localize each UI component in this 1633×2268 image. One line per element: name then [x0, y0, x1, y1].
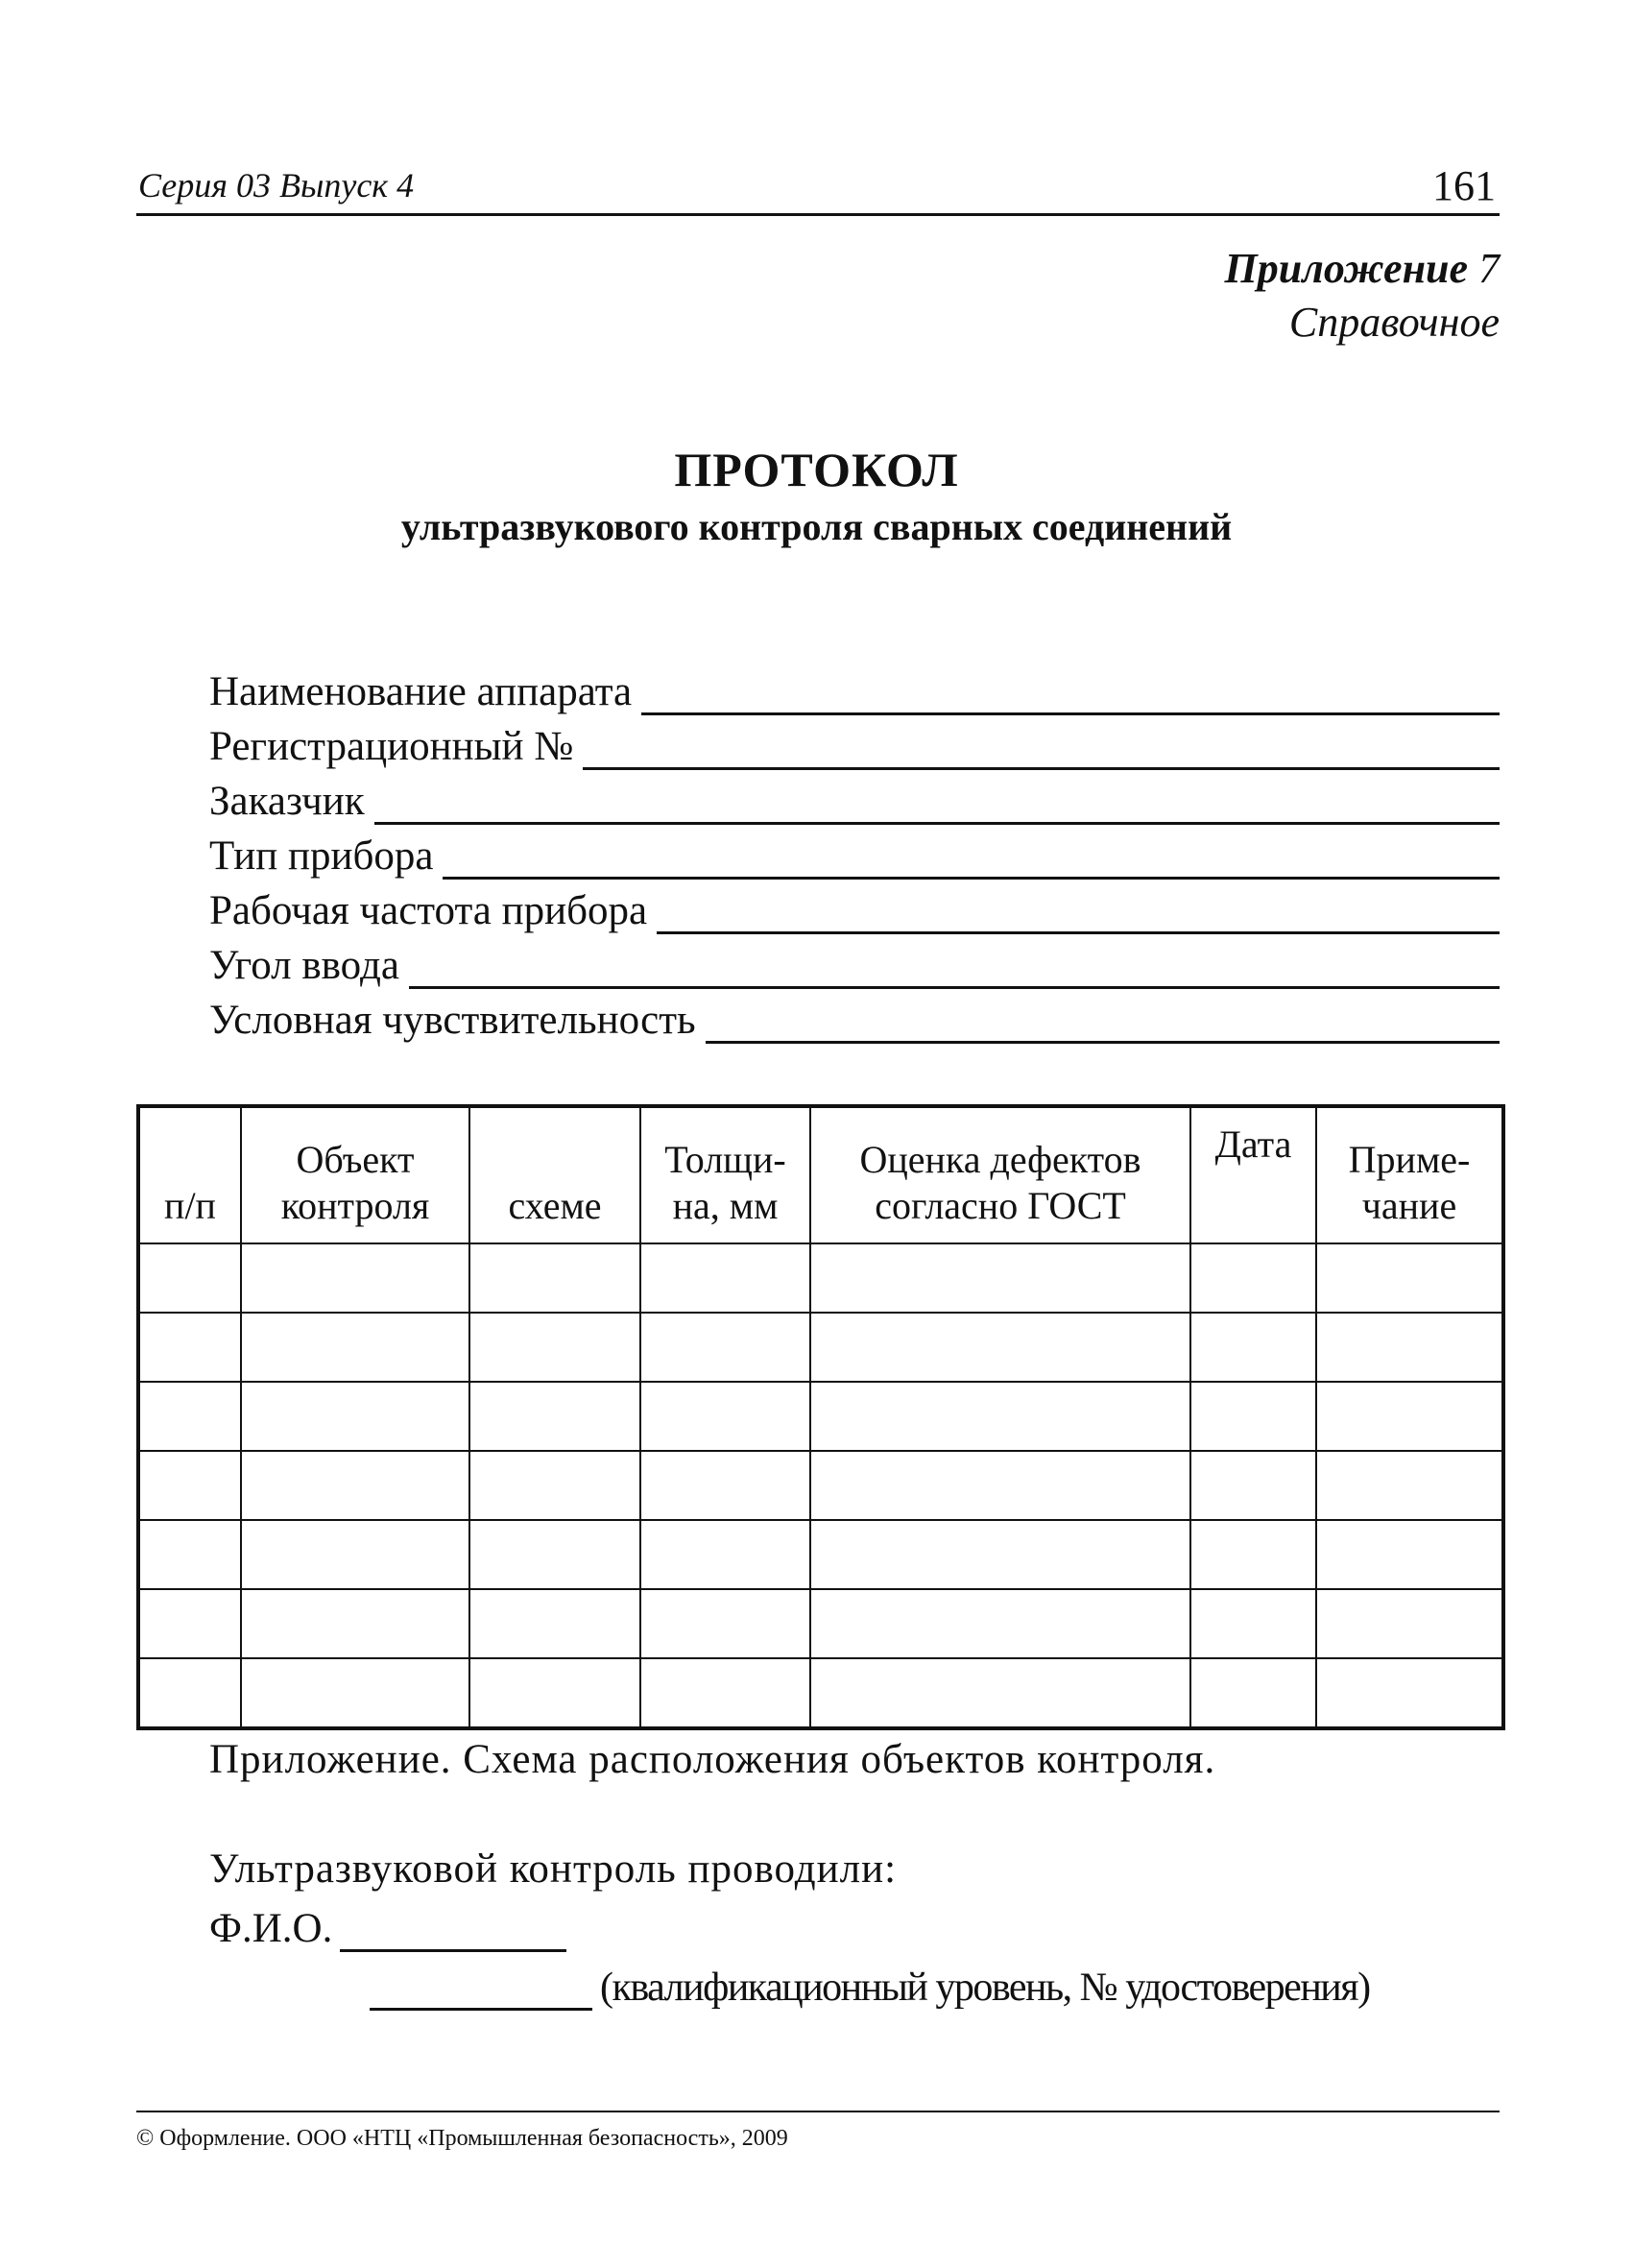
table-cell[interactable] — [1190, 1658, 1316, 1728]
header-line: Объект — [296, 1138, 415, 1181]
table-cell[interactable] — [1190, 1382, 1316, 1451]
fio-label: Ф.И.О. — [209, 1906, 333, 1951]
table-row — [138, 1520, 1503, 1589]
table-row — [138, 1451, 1503, 1520]
table-cell[interactable] — [810, 1589, 1190, 1658]
table-cell[interactable] — [1316, 1520, 1503, 1589]
field-label: Рабочая частота прибора — [209, 888, 648, 933]
fill-in-line[interactable] — [409, 948, 1500, 989]
table-cell[interactable] — [469, 1589, 640, 1658]
header-line: Дата — [1214, 1122, 1292, 1166]
table-cell[interactable] — [640, 1313, 810, 1382]
field-label: Заказчик — [209, 779, 365, 824]
table-cell[interactable] — [138, 1520, 241, 1589]
field-label: Тип прибора — [209, 833, 434, 879]
table-cell[interactable] — [1316, 1243, 1503, 1313]
table-cell[interactable] — [810, 1382, 1190, 1451]
column-header-scheme — [469, 1106, 640, 1243]
header-line: согласно ГОСТ — [875, 1184, 1126, 1227]
table-cell[interactable] — [241, 1658, 469, 1728]
table-row — [138, 1658, 1503, 1728]
field-device-type — [209, 825, 1500, 880]
fill-in-line[interactable] — [657, 893, 1500, 934]
column-header-object — [241, 1106, 469, 1243]
fill-in-line[interactable] — [583, 729, 1500, 770]
field-label: Угол ввода — [209, 943, 399, 988]
table-cell[interactable] — [241, 1451, 469, 1520]
table-row — [138, 1589, 1503, 1658]
appendix-block — [1225, 242, 1500, 350]
field-operating-frequency — [209, 880, 1500, 934]
table-cell[interactable] — [241, 1520, 469, 1589]
copyright-text: © Оформление. ООО «НТЦ «Промышленная безопасность», 2009 — [136, 2126, 788, 2151]
table-cell[interactable] — [241, 1382, 469, 1451]
field-apparatus-name — [209, 661, 1500, 715]
table-cell[interactable] — [640, 1243, 810, 1313]
table-cell[interactable] — [241, 1243, 469, 1313]
table-cell[interactable] — [810, 1520, 1190, 1589]
table-cell[interactable] — [469, 1520, 640, 1589]
table-cell[interactable] — [138, 1243, 241, 1313]
fill-in-line[interactable] — [374, 784, 1500, 825]
table-cell[interactable] — [1316, 1658, 1503, 1728]
protocol-title: ПРОТОКОЛ — [674, 443, 959, 496]
header-line: контроля — [280, 1184, 430, 1227]
page-header — [136, 162, 1500, 216]
inspection-table — [136, 1104, 1505, 1730]
table-cell[interactable] — [810, 1451, 1190, 1520]
table-cell[interactable] — [810, 1313, 1190, 1382]
fill-in-line[interactable] — [706, 1002, 1500, 1044]
table-cell[interactable] — [1316, 1313, 1503, 1382]
appendix-number: 7 — [1478, 245, 1500, 292]
table-cell[interactable] — [469, 1313, 640, 1382]
header-line: чание — [1361, 1184, 1457, 1227]
table-cell[interactable] — [1190, 1589, 1316, 1658]
column-header-note — [1316, 1106, 1503, 1243]
table-cell[interactable] — [241, 1589, 469, 1658]
table-cell[interactable] — [1190, 1313, 1316, 1382]
fio-fill-line[interactable] — [340, 1911, 566, 1952]
table-cell[interactable] — [640, 1658, 810, 1728]
table-cell[interactable] — [469, 1243, 640, 1313]
table-cell[interactable] — [469, 1658, 640, 1728]
table-cell[interactable] — [1316, 1589, 1503, 1658]
fio-row — [209, 1905, 566, 1952]
column-header-date — [1190, 1106, 1316, 1243]
header-line: Оценка дефектов — [859, 1138, 1141, 1181]
header-line: схеме — [508, 1184, 602, 1227]
appendix-type: Справочное — [1288, 299, 1500, 346]
table-cell[interactable] — [138, 1451, 241, 1520]
table-cell[interactable] — [640, 1520, 810, 1589]
table-cell[interactable] — [138, 1313, 241, 1382]
table-cell[interactable] — [241, 1313, 469, 1382]
field-registration-number — [209, 715, 1500, 770]
table-cell[interactable] — [810, 1658, 1190, 1728]
column-header-defect-assessment — [810, 1106, 1190, 1243]
column-header-number — [138, 1106, 241, 1243]
table-cell[interactable] — [138, 1382, 241, 1451]
series-label: Серия 03 Выпуск 4 — [138, 166, 415, 205]
header-line: на, мм — [672, 1184, 779, 1227]
table-row — [138, 1313, 1503, 1382]
conducted-by-label: Ультразвуковой контроль проводили: — [209, 1846, 898, 1892]
table-cell[interactable] — [1190, 1520, 1316, 1589]
qualification-row — [370, 1965, 1370, 2011]
table-cell[interactable] — [640, 1451, 810, 1520]
table-header-row — [138, 1106, 1503, 1243]
table-cell[interactable] — [640, 1589, 810, 1658]
table-cell[interactable] — [1316, 1382, 1503, 1451]
form-fields — [209, 661, 1500, 1044]
table-cell[interactable] — [138, 1658, 241, 1728]
field-label: Условная чувствительность — [209, 998, 696, 1043]
page-number: 161 — [1432, 162, 1496, 209]
appendix-title — [1225, 242, 1500, 296]
page-footer — [136, 2111, 1500, 2151]
column-header-thickness — [640, 1106, 810, 1243]
table-cell[interactable] — [810, 1243, 1190, 1313]
table-cell[interactable] — [1190, 1243, 1316, 1313]
qualification-fill-line[interactable] — [370, 1969, 592, 2011]
table-cell[interactable] — [469, 1382, 640, 1451]
field-sensitivity — [209, 989, 1500, 1044]
table-body — [138, 1243, 1503, 1728]
fill-in-line[interactable] — [641, 674, 1500, 715]
appendix-label: Приложение — [1224, 245, 1468, 292]
table-cell[interactable] — [469, 1451, 640, 1520]
field-label: Регистрационный № — [209, 724, 574, 769]
table-cell[interactable] — [138, 1589, 241, 1658]
fill-in-line[interactable] — [443, 838, 1500, 880]
table-row — [138, 1243, 1503, 1313]
header-line: Толщи- — [664, 1138, 786, 1181]
annex-note: Приложение. Схема расположения объектов контроля. — [209, 1737, 1216, 1782]
table-row — [138, 1382, 1503, 1451]
field-customer — [209, 770, 1500, 825]
header-line: п/п — [164, 1184, 216, 1227]
header-line: Приме- — [1348, 1138, 1471, 1181]
qualification-label: (квалификационный уровень, № удостоверения) — [600, 1966, 1370, 2010]
protocol-subtitle: ультразвукового контроля сварных соединений — [400, 505, 1233, 548]
table-cell[interactable] — [1316, 1451, 1503, 1520]
table-cell[interactable] — [1190, 1451, 1316, 1520]
table-cell[interactable] — [640, 1382, 810, 1451]
field-input-angle — [209, 934, 1500, 989]
field-label: Наименование аппарата — [209, 669, 633, 714]
